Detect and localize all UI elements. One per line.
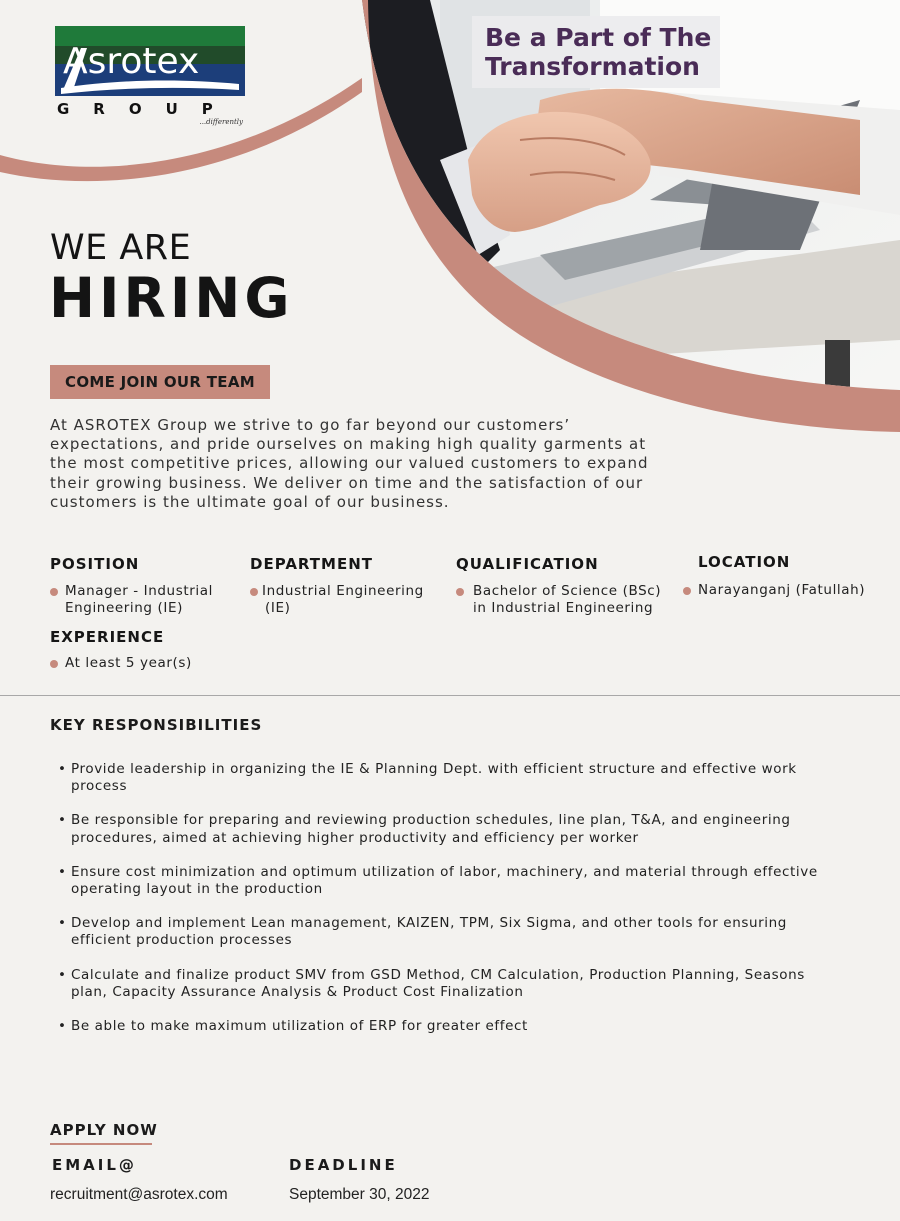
list-item-line: efficient production processes <box>71 932 293 949</box>
list-item-line: Provide leadership in organizing the IE & Planning Dept. with efficient structure and effective work <box>71 761 797 777</box>
email-address: recruitment@asrotex.com <box>50 1186 228 1203</box>
intro-line: customers is the ultimate goal of our business. <box>50 492 450 511</box>
headline-we-are: WE ARE <box>50 228 192 268</box>
intro-line: At ASROTEX Group we strive to go far beyond our customers’ <box>50 416 571 434</box>
location-value <box>683 582 865 599</box>
qualification-line: in Industrial Engineering <box>473 600 654 616</box>
list-item-line: process <box>71 778 128 795</box>
bullet-icon: • <box>58 1018 67 1035</box>
list-item-line: Calculate and finalize product SMV from GSD Method, CM Calculation, Production Planning, Seasons <box>71 966 805 983</box>
bullet-icon: • <box>58 812 67 829</box>
list-item-line: Be responsible for preparing and reviewing production schedules, line plan, T&A, and engineering <box>71 812 791 829</box>
intro-line: expectations, and pride ourselves on making high quality garments at <box>50 435 647 454</box>
list-item-line: procedures, aimed at achieving higher productivity and efficiency per worker <box>71 829 639 846</box>
experience-title: EXPERIENCE <box>50 628 165 646</box>
email-label: EMAIL@ <box>52 1156 137 1174</box>
position-line: Engineering (IE) <box>65 600 183 616</box>
bullet-icon: • <box>58 966 67 983</box>
deadline-date: September 30, 2022 <box>289 1186 430 1203</box>
experience-block <box>50 628 192 672</box>
logo-mark <box>55 26 245 96</box>
qualification-value <box>456 583 661 617</box>
list-item <box>58 864 878 898</box>
department-line: (IE) <box>265 600 291 616</box>
intro-paragraph <box>50 416 670 512</box>
list-item-line: Develop and implement Lean management, KAIZEN, TPM, Six Sigma, and other tools for ensuring <box>71 915 787 932</box>
list-item <box>58 1018 878 1035</box>
bullet-dot-icon <box>50 588 58 596</box>
bullet-icon: • <box>58 761 67 777</box>
deadline-label: DEADLINE <box>289 1156 398 1174</box>
apply-now-title: APPLY NOW <box>50 1121 158 1139</box>
position-line: Manager - Industrial <box>65 583 213 599</box>
department-block <box>250 555 424 617</box>
location-block <box>683 553 865 599</box>
intro-line: the most competitive prices, allowing our valued customers to expand <box>50 454 649 473</box>
tagline-line-2: Transformation <box>485 52 700 81</box>
location-line: Narayanganj (Fatullah) <box>698 582 866 598</box>
key-responsibilities-title: KEY RESPONSIBILITIES <box>50 716 263 734</box>
responsibilities-list <box>58 761 878 1052</box>
logo-tagline: ...differently <box>199 118 243 126</box>
asrotex-logo <box>55 26 247 130</box>
list-item-line: plan, Capacity Assurance Analysis & Product Cost Finalization <box>71 983 524 1000</box>
qualification-block <box>456 555 661 617</box>
bullet-dot-icon <box>250 588 258 596</box>
list-item-line: Be able to make maximum utilization of ERP for greater effect <box>71 1018 528 1035</box>
department-value <box>250 583 424 617</box>
experience-value <box>50 655 192 672</box>
bullet-dot-icon <box>683 587 691 595</box>
position-value <box>50 583 213 617</box>
qualification-title: QUALIFICATION <box>456 555 599 573</box>
headline-hiring: HIRING <box>49 266 294 330</box>
location-title: LOCATION <box>698 553 791 571</box>
logo-wordmark: Asrotex <box>63 41 200 82</box>
tagline-box <box>472 16 720 88</box>
come-join-our-team-badge: COME JOIN OUR TEAM <box>50 365 270 399</box>
bullet-icon: • <box>58 863 67 880</box>
bullet-icon: • <box>58 915 67 932</box>
bullet-dot-icon <box>456 588 464 596</box>
apply-underline <box>50 1143 152 1145</box>
list-item-line: Ensure cost minimization and optimum utilization of labor, machinery, and material through effective <box>71 863 818 880</box>
position-title: POSITION <box>50 555 140 573</box>
list-item <box>58 812 878 846</box>
bullet-dot-icon <box>50 660 58 668</box>
department-line: Industrial Engineering <box>262 583 424 599</box>
logo-group-text: GROUP <box>57 100 237 118</box>
experience-line: At least 5 year(s) <box>65 655 192 671</box>
list-item <box>58 761 878 795</box>
qualification-line: Bachelor of Science (BSc) <box>473 583 662 599</box>
section-divider <box>0 695 900 696</box>
list-item <box>58 967 878 1001</box>
intro-line: their growing business. We deliver on time and the satisfaction of our <box>50 473 644 492</box>
tagline-line-1: Be a Part of The <box>485 23 712 52</box>
list-item-line: operating layout in the production <box>71 881 323 898</box>
department-title: DEPARTMENT <box>250 555 373 573</box>
list-item <box>58 915 878 949</box>
position-block <box>50 555 213 617</box>
